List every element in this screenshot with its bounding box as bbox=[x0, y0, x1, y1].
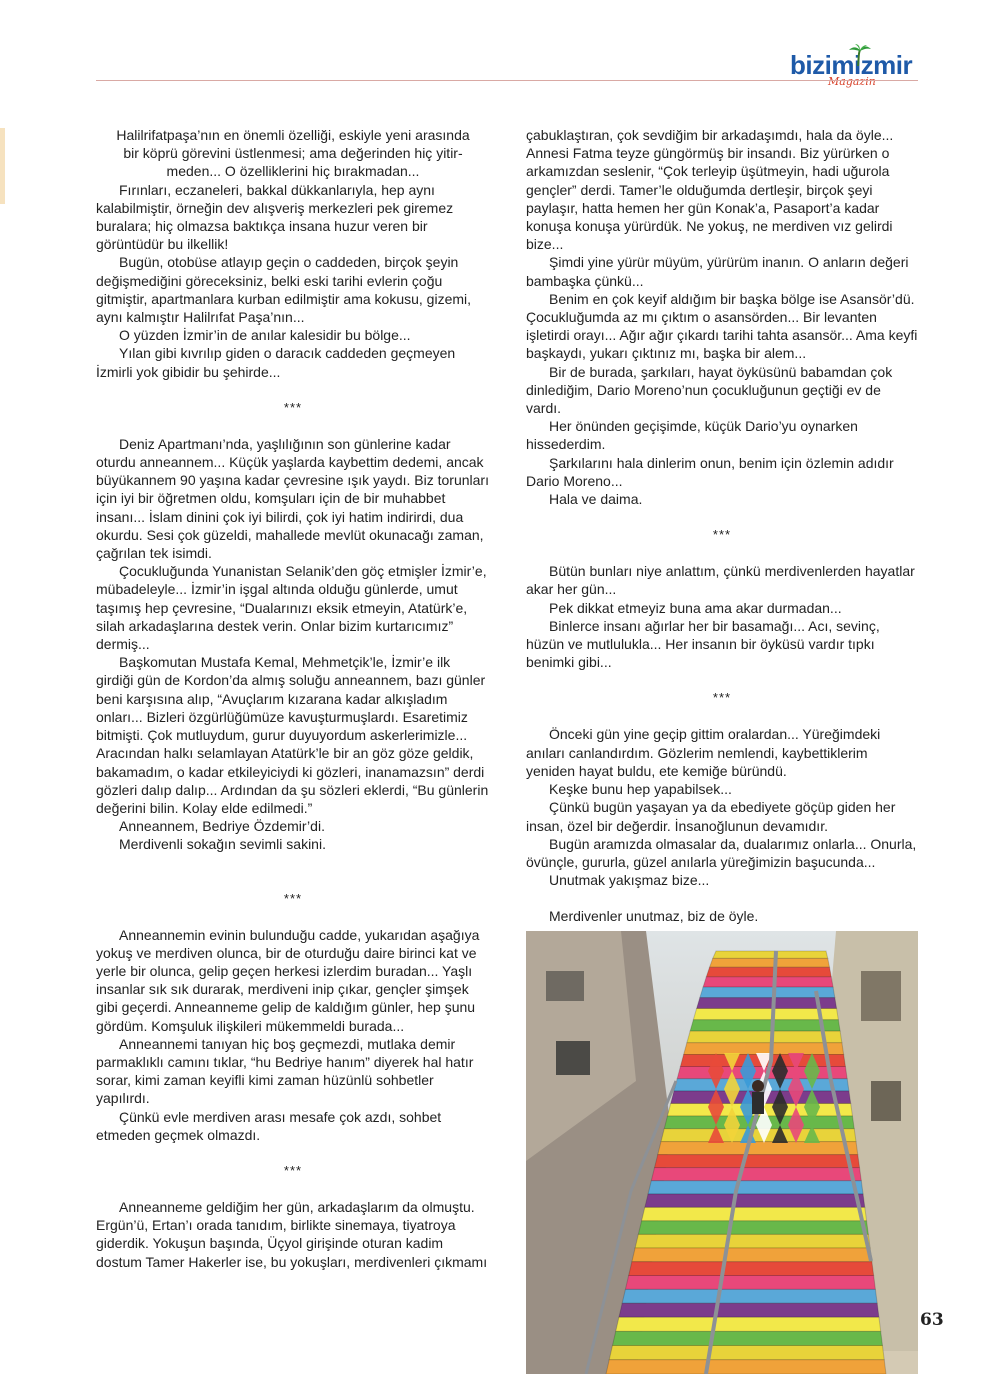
paragraph: Başkomutan Mustafa Kemal, Mehmetçik’le, İzmir’e ilk girdiği gün de Kordon’da almış soluğu anneannem, bazı günler beni karşısına alıp, “Avuçlarım kızarana kadar alkışladım onları... Bizleri özgürlüğümüze kavuşturmuşlardı. Esaretimiz bitmişti. Çok mutluydum, gurur duyuyordum askerlerimizle... Aracından halkı selamlayan Atatürk’le bir an göz göze geldik, bakamadım, o kadar etkileyiciydi ki gözleri, inanamazsın” derdi gözleri dalıp dalıp... Ardından da şu sözleri eklerdi, “Bu günlerin değerini bilin. Kolay elde edilmedi.” bbox=[96, 654, 489, 816]
page-number: 63 bbox=[920, 1310, 944, 1330]
paragraph: Merdivenler unutmaz, biz de öyle. bbox=[549, 908, 759, 925]
stair-step bbox=[661, 1129, 856, 1142]
stair-step bbox=[710, 958, 830, 967]
stair-step bbox=[606, 1360, 886, 1374]
paragraph: Bir de burada, şarkıları, hayat öyküsünü babamdan çok dinlediğim, Dario Moreno’nun çocukluğunun geçtiği ev de vardı. bbox=[526, 363, 893, 417]
stair-step bbox=[693, 1009, 838, 1020]
stair-step bbox=[609, 1346, 884, 1360]
paragraph: Deniz Apartmanı’nda, yaşlılığının son günlerine kadar oturdu anneannem... Küçük yaşlarda kaybettim dedemi, ancak büyükannem 90 yaşına kadar çevresine ışık yaydı. Biz torunları için iyi bir öğretmen oldu, komşuları için de bir muhabbet insanı... İslam dinini çok iyi bilirdi, çok iyi hatim indirirdi, dua okurdu. Sesi çok güzeldi, mahallede mevlüt okunacağı zaman, çağrılan tek isimdi. bbox=[96, 435, 489, 562]
stair-step bbox=[619, 1303, 879, 1317]
paragraph: Bugün, otobüse atlayıp geçin o caddeden, birçok şeyin değişmediğini göreceksiniz, belki eski tarihi evlerin çoğu gitmiştir, apartmanlara kurban edilmiştir ama kokusu, gizemi, aynı kalmıştır Halilrıfat Paşa’nın... bbox=[96, 254, 472, 326]
stair-step bbox=[642, 1207, 867, 1220]
paragraph: Çünkü bugün yaşayan ya da ebediyete göçüp giden her insan, özel bir değerdir. İnsanoğlunun devamıdır. bbox=[526, 799, 896, 834]
paragraph: Her önünden geçişimde, küçük Dario’yu oynarken hissederdim. bbox=[526, 418, 858, 453]
stair-step bbox=[629, 1262, 874, 1276]
paragraph: Merdivenli sokağın sevimli sakini. bbox=[119, 836, 326, 853]
logo-word-bizim: bizim bbox=[790, 50, 854, 80]
window bbox=[871, 1081, 901, 1121]
palm-tree-icon bbox=[848, 44, 872, 66]
window bbox=[546, 971, 584, 1001]
paragraph: Anneanneme geldiğim her gün, arkadaşlarım da olmuştu. Ergün’ü, Ertan’ı orada tanıdım, birlikte sinemaya, tiyatroya giderdik. Yokuşun başında, Üçyol girişinde oturan kadim dostum Tamer Hakerler ise, bu yokuşları, merdivenleri çıkmamı bbox=[96, 1198, 488, 1270]
lead-line: meden... O özelliklerini hiç bırakmadan... bbox=[166, 163, 420, 180]
paragraph: Unutmak yakışmaz bize... bbox=[549, 872, 710, 889]
stair-step bbox=[645, 1194, 865, 1207]
lead-line: Halilrifatpaşa’nın en önemli özelliği, eskiyle yeni arasında bbox=[116, 127, 470, 143]
paragraph: O yüzden İzmir’in de anılar kalesidir bu bölge... bbox=[119, 327, 411, 344]
paragraph: Anneannem, Bedriye Özdemir’di. bbox=[119, 818, 325, 835]
window bbox=[861, 971, 901, 1021]
stair-step bbox=[616, 1317, 881, 1331]
stair-step bbox=[635, 1234, 870, 1248]
left-column bbox=[96, 126, 490, 1271]
paragraph: Bütün bunları niye anlattım, çünkü merdivenlerden hayatlar akar her gün... bbox=[526, 563, 915, 598]
stair-step bbox=[648, 1181, 863, 1194]
paragraph: çabuklaştıran, çok sevdiğim bir arkadaşımdı, hala da öyle... Annesi Fatma teyze güngörmüş bir insandı. Biz yürürken o arkamızdan seslenir, “Çok terleyip üşütmeyin, hadi uğurola gençler” derdi. Tamer’le olduğumda dertleşir, birçok şeyi paylaşır, hatta hemen her gün Konak’a, Pasaport’a kadar konuşa konuşa yürürdük. Ne yokuş, ne merdiven vız gelirdi bize... bbox=[526, 127, 894, 253]
section-separator: *** bbox=[283, 399, 303, 415]
paragraph: Fırınları, eczaneleri, bakkal dükkanlarıyla, hep aynı kalabilmiştir, örneğin dev alışveriş merkezleri pek giremez buralara; hiç olmazsa baktıkça insana huzur veren bir görüntüdür bu ilkellik! bbox=[96, 181, 454, 253]
paragraph: Anneannemi tanıyan hiç boş geçmezdi, mutlaka demir parmaklıklı camını tıklar, “hu Bedriye hanım” diyerek hal hatır sorar, kimi zaman keyifli kimi zaman hüzünlü sohbetler yapılırdı. bbox=[96, 1035, 474, 1107]
logo-subtitle: Magazin bbox=[828, 75, 876, 88]
paragraph: Yılan gibi kıvrılıp giden o daracık caddeden geçmeyen İzmirli yok gibidir bu şehirde... bbox=[96, 345, 456, 380]
window bbox=[556, 1041, 590, 1075]
stair-step bbox=[687, 1031, 842, 1043]
lead-line: bir köprü görevini üstlenmesi; ama değerinden hiç yitir- bbox=[123, 145, 463, 162]
paragraph: Hala ve daima. bbox=[549, 491, 643, 508]
header-rule bbox=[96, 80, 918, 81]
paragraph: Binlerce insanı ağırlar her bir basamağı... Acı, sevinç, hüzün ve mutlulukla... Her insanın bir öyküsü vardır tıpkı benimki gibi... bbox=[526, 617, 880, 671]
stair-step bbox=[684, 1043, 844, 1055]
stair-step bbox=[706, 967, 831, 977]
rainbow-stairs-photo bbox=[526, 931, 918, 1374]
stair-step bbox=[632, 1248, 872, 1262]
section-separator: *** bbox=[283, 1162, 303, 1178]
paragraph: Keşke bunu hep yapabilsek... bbox=[549, 781, 732, 798]
person-body bbox=[752, 1092, 764, 1114]
stair-step bbox=[622, 1289, 877, 1303]
stair-step bbox=[713, 951, 828, 958]
right-column bbox=[526, 126, 918, 926]
stair-step bbox=[638, 1221, 868, 1235]
person-head bbox=[752, 1080, 764, 1092]
stair-step bbox=[690, 1020, 840, 1031]
stair-step bbox=[703, 977, 833, 987]
logo-word-izmir: izmir bbox=[853, 50, 913, 80]
stairs-illustration bbox=[526, 931, 918, 1374]
paragraph: Çocukluğunda Yunanistan Selanik’den göç etmişler İzmir’e, mübadeleyle... İzmir’in işgal altında olduğu günlerde, umut taşımış hep çevresine, “Dualarınızı eksik etmeyin, Atatürk’e, silah arkadaşlarına destek verin. Onlar bizim kurtarıcımız” dermiş... bbox=[96, 563, 487, 653]
paragraph: Pek dikkat etmeyiz buna ama akar durmadan... bbox=[549, 599, 842, 616]
paragraph: Önceki gün yine geçip gittim oralardan... Yüreğimdeki anıları canlandırdım. Gözlerim nemlendi, kaybettiklerim yeniden hayat buldu, ete kemiğe büründü. bbox=[526, 726, 881, 779]
paragraph: Benim en çok keyif aldığım bir başka bölge ise Asansör’dü. Çocukluğumda az mı çıktım o asansörden... Bir levanten işletirdi orayı... Ağır ağır çıkardı tarihi tahta asansör... Ama keyfi başkaydı, yukarı çıktınız mı, başka bir alem... bbox=[526, 290, 918, 362]
stair-step bbox=[658, 1142, 858, 1155]
stair-step bbox=[655, 1155, 860, 1168]
paragraph: Bugün aramızda olmasalar da, dualarımız onlarla... Onurla, övünçle, gururla, güzel anılarla yüreğimizin başucunda... bbox=[526, 835, 917, 870]
section-separator: *** bbox=[283, 890, 303, 906]
section-separator: *** bbox=[712, 527, 732, 543]
paragraph: Şimdi yine yürür müyüm, yürürüm inanın. O anların değeri bambaşka çünkü... bbox=[526, 254, 909, 289]
section-separator: *** bbox=[712, 690, 732, 706]
stair-step bbox=[612, 1331, 882, 1345]
paragraph: Şarkılarını hala dinlerim onun, benim için özlemin adıdır Dario Moreno... bbox=[526, 454, 894, 489]
stair-step bbox=[625, 1275, 875, 1289]
paragraph: Anneannemin evinin bulunduğu cadde, yukarıdan aşağıya yokuş ve merdiven olunca, bir de oturduğu daire birinci kat ve yerle bir olunca, gelip geçen herkesi izlerdim buradan... Yaşlı insanlar sık sık durarak, merdiveni inip çıkar, gençler şimşek gibi geçerdi. Anneanneme gelip de kaldığım günler, hep şunu gördüm. Komşuluk ilişkileri mükemmeldi burada... bbox=[96, 926, 480, 1034]
stair-step bbox=[651, 1168, 861, 1181]
magazine-logo bbox=[790, 44, 920, 92]
paragraph: Çünkü evle merdiven arası mesafe çok azdı, sohbet etmeden geçmek olmazdı. bbox=[96, 1108, 442, 1143]
page-edge-tab bbox=[0, 128, 5, 204]
